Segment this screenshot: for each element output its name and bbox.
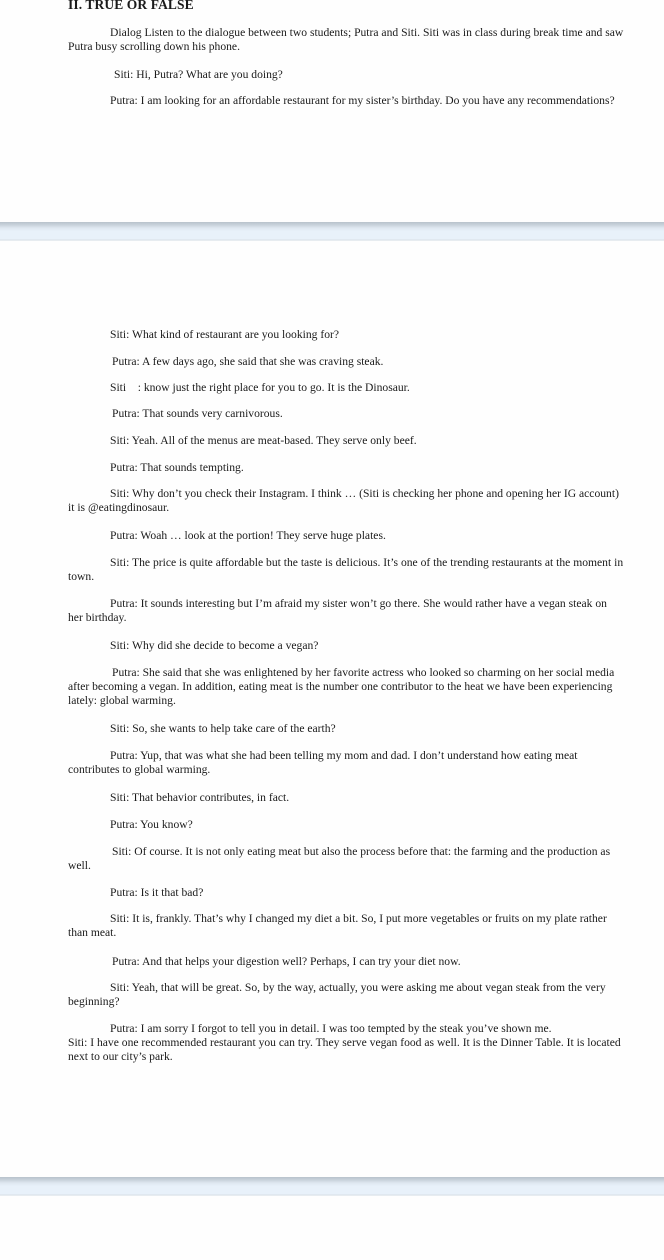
dialogue-line: Siti: It is, frankly. That’s why I changed my diet a bit. So, I put more vegetables or fruits on my plate rather than meat. [68, 912, 607, 940]
dialogue-line: Siti : know just the right place for you to go. It is the Dinosaur. [110, 381, 410, 394]
dialogue-line: Putra: It sounds interesting but I’m afraid my sister won’t go there. She would rather have a vegan steak on her birthday. [68, 597, 607, 625]
dialogue-line: Putra: Woah … look at the portion! They serve huge plates. [110, 529, 386, 542]
dialogue-line: Siti: I have one recommended restaurant you can try. They serve vegan food as well. It is the Dinner Table. It is located next to our city’s park. [68, 1036, 621, 1064]
dialogue-line: Siti: Why don’t you check their Instagram. I think … (Siti is checking her phone and opening her IG account) it is @eatingdinosaur. [68, 487, 619, 515]
dialogue-line: Siti: What kind of restaurant are you looking for? [110, 328, 340, 341]
page-separator [0, 1177, 664, 1196]
dialogue-line: Putra: That sounds very carnivorous. [112, 407, 283, 420]
dialogue-line: Siti: Yeah, that will be great. So, by the way, actually, you were asking me about vegan steak from the very beginning? [68, 981, 606, 1009]
dialogue-line: Putra: A few days ago, she said that she was craving steak. [112, 355, 384, 368]
dialogue-line: Siti: Yeah. All of the menus are meat-based. They serve only beef. [110, 434, 417, 447]
dialogue-line: Siti: Hi, Putra? What are you doing? [114, 68, 283, 81]
dialogue-line: Siti: Why did she decide to become a vegan? [110, 639, 319, 652]
dialogue-line: Siti: The price is quite affordable but the taste is delicious. It’s one of the trending restaurants at the moment in town. [68, 556, 624, 584]
page-separator [0, 222, 664, 241]
dialogue-line: Putra: Yup, that was what she had been telling my mom and dad. I don’t understand how eating meat contributes to global warming. [68, 749, 578, 777]
section-title: II. TRUE OR FALSE [68, 0, 194, 12]
document-page-1 [0, 0, 664, 222]
document-page-2 [0, 241, 664, 1177]
dialogue-line: Putra: Is it that bad? [110, 886, 204, 899]
dialogue-line: Siti: So, she wants to help take care of the earth? [110, 722, 336, 735]
dialogue-line: Putra: She said that she was enlightened by her favorite actress who looked so charming on her social media after becoming a vegan. In addition, eating meat is the number one contributor to the heat we have been experiencing lately: global warming. [68, 666, 615, 708]
dialogue-line: Putra: That sounds tempting. [110, 461, 244, 474]
document-page-3 [0, 1196, 664, 1260]
dialogue-line: Putra: And that helps your digestion well? Perhaps, I can try your diet now. [112, 955, 461, 968]
dialogue-line: Putra: You know? [110, 818, 193, 831]
intro-paragraph: Dialog Listen to the dialogue between two students; Putra and Siti. Siti was in class during break time and saw Putra busy scrolling down his phone. [68, 26, 624, 54]
dialogue-line: Siti: Of course. It is not only eating meat but also the process before that: the farming and the production as well. [68, 845, 611, 873]
dialogue-line: Putra: I am looking for an affordable restaurant for my sister’s birthday. Do you have any recommendations? [110, 94, 615, 107]
dialogue-line: Putra: I am sorry I forgot to tell you in detail. I was too tempted by the steak you’ve shown me. [110, 1022, 552, 1035]
dialogue-line: Siti: That behavior contributes, in fact. [110, 791, 290, 804]
